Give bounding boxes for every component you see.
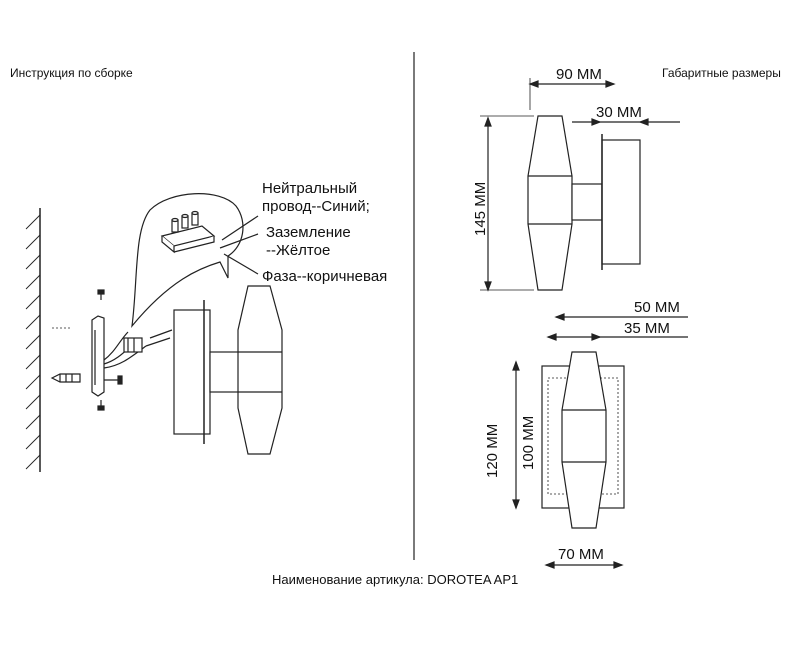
dimension-side-shade <box>528 116 572 290</box>
ground-wire-label-line2: --Жёлтое <box>266 242 331 259</box>
dimension-side-arm <box>572 184 602 220</box>
screw-top <box>98 290 104 300</box>
dimension-side-wallplate <box>602 140 640 264</box>
dim-base-depth: 35 MM <box>624 320 670 337</box>
dim-plate-height: 120 MM <box>484 423 501 478</box>
dim-projection-front: 30 MM <box>596 104 642 121</box>
article-name: Наименование артикула: DOROTEA AP1 <box>272 572 519 587</box>
dimensions-heading: Габаритные размеры <box>662 66 781 80</box>
dowel-screw-assembly <box>52 374 122 384</box>
wall-hatch <box>26 215 40 469</box>
screw-bottom <box>98 400 104 410</box>
lamp-side-shade <box>238 286 282 454</box>
neutral-wire-label-line2: провод--Синий; <box>262 198 370 215</box>
dim-height-total: 145 MM <box>472 181 489 236</box>
dim-width-total: 90 MM <box>556 66 602 83</box>
lamp-side-arm <box>210 352 240 392</box>
terminal-callout-bubble <box>132 194 243 326</box>
dim-base-width: 50 MM <box>634 299 680 316</box>
dim-plate-width: 70 MM <box>558 546 604 563</box>
dimension-front-shade <box>562 352 606 528</box>
mounting-bracket <box>92 316 104 396</box>
assembly-heading: Инструкция по сборке <box>10 66 133 80</box>
neutral-wire-label-line1: Нейтральный <box>262 180 358 197</box>
phase-wire-label: Фаза--коричневая <box>262 268 388 285</box>
dim-inner-height: 100 MM <box>520 415 537 470</box>
ground-wire-label-line1: Заземление <box>266 224 351 241</box>
